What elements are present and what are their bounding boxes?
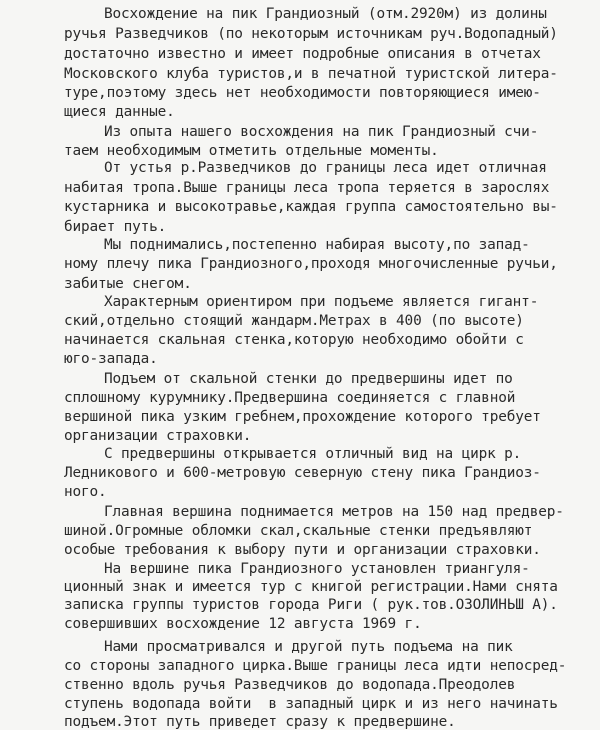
text-line: со стороны западного цирка.Выше границы леса идти непосред- <box>64 658 567 674</box>
text-line: туре,поэтому здесь нет необходимости повторяющиеся имею- <box>64 85 541 101</box>
text-line: записка группы туристов города Риги ( рук.тов.ОЗОЛИНЬШ А). <box>64 597 558 613</box>
text-line: начинается скальная стенка,которую необходимо обойти с <box>64 332 524 348</box>
text-line: ственно вдоль ручья Разведчиков до водопада.Преодолев <box>64 677 516 693</box>
text-line: На вершине пика Грандиозного установлен триангуля- <box>104 561 530 577</box>
text-line: ручья Разведчиков (по некоторым источникам руч.Водопадный) <box>64 26 558 42</box>
text-line: юго-запада. <box>64 351 158 367</box>
text-line: Нами просматривался и другой путь подъема на пик <box>104 639 513 655</box>
text-line: подъем.Этот путь приведет сразу к предвершине. <box>64 714 456 730</box>
text-line: набитая тропа.Выше границы леса тропа теряется в зарослях <box>64 180 550 196</box>
text-line: От устья р.Разведчиков до границы леса идет отличная <box>104 160 547 176</box>
text-line: ский,отдельно стоящий жандарм.Метрах в 400 (по высоте) <box>64 313 524 329</box>
text-line: совершивших восхождение 12 августа 1969 г. <box>64 616 422 632</box>
text-line: Главная вершина поднимается метров на 150 над предвер- <box>104 504 564 520</box>
text-line: Московского клуба туристов,и в печатной туристской литера- <box>64 66 558 82</box>
text-line: Характерным ориентиром при подъеме является гигант- <box>104 294 539 310</box>
text-line: С предвершины открывается отличный вид на цирк р. <box>104 446 522 462</box>
text-line: Мы поднимались,постепенно набирая высоту,по запад- <box>104 237 530 253</box>
text-line: Из опыта нашего восхождения на пик Грандиозный счи- <box>104 124 539 140</box>
text-line: Подъем от скальной стенки до предвершины идет по <box>104 371 513 387</box>
text-line: вершиной пика узким гребнем,прохождение которого требует <box>64 409 541 425</box>
text-line: ционный знак и имеется тур с книгой регистрации.Нами снята <box>64 579 558 595</box>
text-line: организации страховки. <box>64 428 252 444</box>
text-line: особые требования к выбору пути и организации страховки. <box>64 542 541 558</box>
text-line: достаточно известно и имеет подробные описания в отчетах <box>64 46 541 62</box>
text-line: Восхождение на пик Грандиозный (отм.2920м) из долины <box>104 6 547 22</box>
text-line: кустарника и высокотравье,каждая группа самостоятельно вы- <box>64 199 558 215</box>
text-line: шиной.Огромные обломки скал,скальные стенки предъявляют <box>64 523 533 539</box>
text-line: ступень водопада войти в западный цирк и из него начинать <box>64 696 558 712</box>
text-line: таем необходимым отметить отдельные моменты. <box>64 143 439 159</box>
text-line: Ледникового и 600-метровую северную стену пика Грандиоз- <box>64 465 541 481</box>
text-line: сплошному курумнику.Предвершина соединяется с главной <box>64 390 516 406</box>
text-line: ного. <box>64 484 107 500</box>
text-line: забитые снегом. <box>64 276 192 292</box>
text-line: щиеся данные. <box>64 104 175 120</box>
text-line: ному плечу пика Грандиозного,проходя многочисленные ручьи, <box>64 256 558 272</box>
text-line: бирает путь. <box>64 219 167 235</box>
